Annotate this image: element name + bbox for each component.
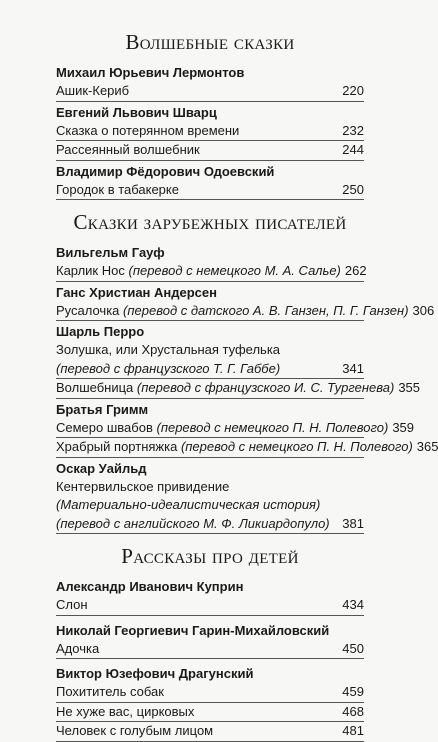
toc-entry[interactable] [56, 82, 364, 102]
page-number: 365 [416, 439, 438, 454]
toc-entry[interactable] [56, 683, 364, 703]
toc-entry[interactable] [56, 419, 415, 439]
author-name: Оскар Уайльд [56, 460, 147, 476]
section-title: Волшебные сказки [125, 30, 295, 54]
page-number: 481 [342, 723, 364, 738]
page-number: 459 [342, 684, 364, 699]
entry-title: Карлик Нос [56, 263, 125, 278]
toc-entry[interactable] [56, 596, 364, 616]
author-name: Александр Иванович Куприн [56, 579, 244, 594]
toc-entry[interactable] [56, 141, 364, 161]
toc-entry[interactable] [56, 122, 364, 142]
author-name: Вильгельм Гауф [56, 245, 165, 260]
section-title: Сказки зарубежных писателей [73, 210, 347, 234]
entry-title: Золушка, или Хрустальная туфелька [56, 342, 281, 357]
author-name: Михаил Юрьевич Лермонтов [56, 65, 245, 80]
author-name: Шарль Перро [56, 324, 145, 339]
toc-entry[interactable] [56, 341, 364, 379]
toc-entry[interactable] [56, 302, 435, 322]
author-name: Братья Гримм [56, 401, 149, 417]
author-name: Владимир Фёдорович Одоевский [56, 163, 275, 179]
entry-title: Сказка о потерянном времени [56, 122, 240, 138]
translation-note: (перевод с английского М. Ф. Ликиардопуло) [56, 515, 330, 531]
page-number: 341 [342, 360, 364, 376]
entry-title: Городок в табакерке [56, 181, 179, 197]
page-number: 381 [342, 515, 364, 531]
page-number: 244 [342, 142, 364, 157]
toc-entry[interactable] [56, 640, 364, 660]
author-name: Николай Георгиевич Гарин-Михайловский [56, 622, 330, 638]
subtitle-note: (Материально-идеалистическая история) [56, 497, 321, 512]
author-name: Евгений Львович Шварц [56, 104, 217, 120]
page-number: 450 [342, 640, 364, 656]
entry-title: Не хуже вас, цирковых [56, 703, 195, 719]
page-number: 355 [398, 380, 421, 395]
page-number: 232 [342, 122, 364, 138]
translation-note: (перевод с немецкого М. А. Салье) [128, 263, 341, 278]
entry-title: Похититель собак [56, 684, 164, 699]
entry-title: Рассеянный волшебник [56, 142, 200, 157]
toc-entry[interactable] [56, 722, 364, 742]
translation-note: (перевод с немецкого П. Н. Полевого) [180, 439, 413, 454]
translation-note: (перевод с французского Т. Г. Габбе) [56, 360, 281, 376]
toc-entry[interactable] [56, 181, 364, 201]
toc-entry[interactable] [56, 478, 364, 535]
author-name: Виктор Юзефович Драгунский [56, 666, 254, 681]
entry-title: Храбрый портняжка [56, 439, 178, 454]
entry-title: Адочка [56, 640, 100, 656]
author-name: Ганс Христиан Андерсен [56, 284, 217, 300]
page-number: 468 [342, 703, 364, 719]
page-number: 359 [392, 419, 415, 435]
toc-entry[interactable] [56, 703, 364, 723]
entry-title: Слон [56, 597, 88, 612]
page-number: 220 [342, 83, 364, 98]
page-number: 306 [412, 302, 435, 318]
entry-title: Семеро швабов [56, 419, 153, 435]
entry-title: Волшебница [56, 380, 134, 395]
entry-title: Человек с голубым лицом [56, 723, 214, 738]
toc-entry[interactable] [56, 262, 367, 282]
page-number: 250 [342, 181, 364, 197]
toc-entry[interactable] [56, 438, 438, 458]
page-number: 434 [342, 597, 364, 612]
toc-entry[interactable] [56, 379, 421, 399]
page-number: 262 [344, 263, 367, 278]
translation-note: (перевод с датского А. В. Ганзен, П. Г. Ганзен) [123, 302, 409, 318]
entry-title: Кентервильское привидение [56, 478, 230, 494]
section-title: Рассказы про детей [121, 544, 299, 568]
entry-title: Ашик-Кериб [56, 83, 130, 98]
translation-note: (перевод с французского И. С. Тургенева) [136, 380, 395, 395]
translation-note: (перевод с немецкого П. Н. Полевого) [156, 419, 389, 435]
entry-title: Русалочка [56, 302, 120, 318]
